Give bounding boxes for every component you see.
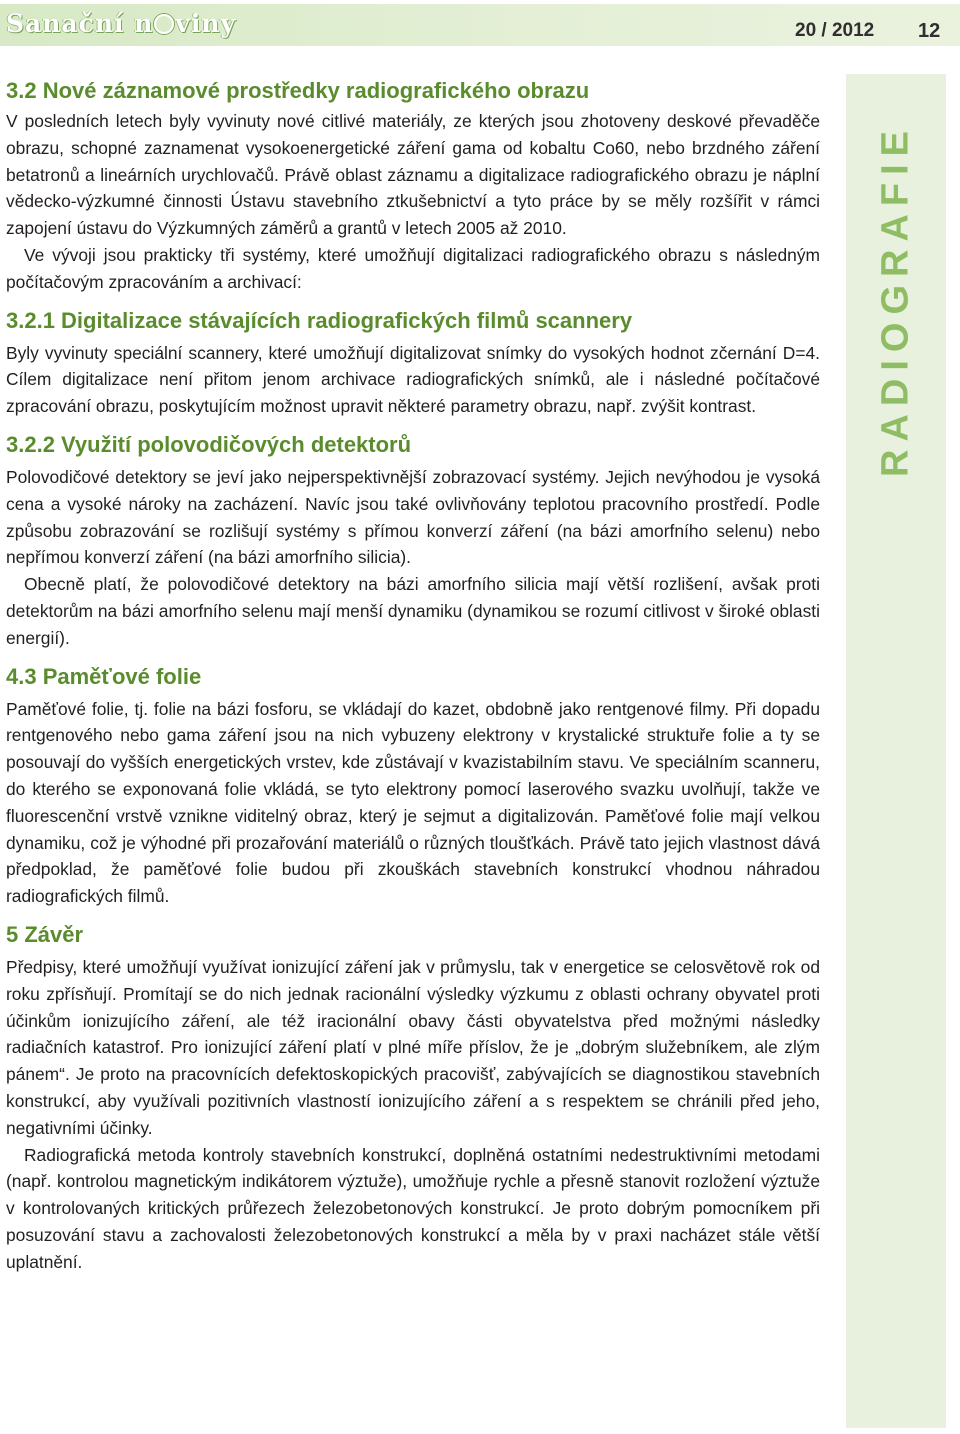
paragraph: Byly vyvinuty speciální scannery, které umožňují digitalizovat snímky do vysokých hodnot zčernání D=4. Cílem digitalizace není přitom jenom archivace radiografických snímků, ale i následné počítačové zpracování obrazu, poskytujícím možnost upravit některé parametry obrazu, např. zvýšit kontrast.: [6, 342, 820, 417]
paragraph: Paměťové folie, tj. folie na bázi fosforu, se vkládají do kazet, obdobně jako rentgenové filmy. Při dopadu rentgenového nebo gama záření jsou na nich vybuzeny elektrony v krystalické struktuře folie a ty se posouvají do vyšších energetických vrstev, kde zůstávají v kvazistabilním stavu. Ve speciálním scanneru, do kterého se exponovaná folie vkládá, se tyto elektrony pomocí laserového svazku uvolňují, takže ve fluorescenční vrstvě vznikne viditelný obraz, který je sejmut a digitalizován. Paměťové folie mají velkou dynamiku, což je výhodné při prozařování materiálů o různých tloušťkách. Právě tato jejich vlastnost dává předpoklad, že paměťové folie budou při zkouškách stavebních konstrukcí vhodnou náhradou radiografických filmů.: [6, 698, 820, 907]
newspaper-logo: [6, 9, 236, 38]
paragraph: Předpisy, které umožňují využívat ionizující záření jak v průmyslu, tak v energetice se celosvětově rok od roku zpřísňují. Promítají se do nich jednak racionální výsledky výzkumu z oblasti ochrany obyvatel proti účinkům ionizujícího záření, ale též iracionální obavy části obyvatelstva před možnými následky radiačních katastrof. Pro ionizující záření platí v plné míře příslov, že je „dobrým služebníkem, ale zlým pánem“. Je proto na pracovnících defektoskopických pracovišť, zabývajících se diagnostikou stavebních konstrukcí, aby využívali pozitivních vlastností ionizujícího záření a s respektem se chránili před jeho, negativními účinky.: [6, 956, 820, 1138]
heading-3-2: 3.2 Nové záznamové prostředky radiografického obrazu: [6, 78, 590, 103]
heading-3-2-2: 3.2.2 Využití polovodičových detektorů: [6, 431, 412, 457]
page-number: 12: [918, 20, 941, 42]
heading-4-3: 4.3 Paměťové folie: [6, 663, 202, 689]
paragraph: Obecně platí, že polovodičové detektory na bázi amorfního silicia mají větší rozlišení, avšak proti detektorům na bázi amorfního selenu mají menší dynamiku (dynamikou se rozumí citlivost v široké oblasti energií).: [6, 574, 820, 648]
paragraph: Polovodičové detektory se jeví jako nejperspektivnější zobrazovací systémy. Jejich nevýhodou je vysoká cena a vysoké nároky na zacházení. Navíc jsou také ovlivňovány teplotou pracovního prostředí. Podle způsobu zobrazování se rozlišují systémy s přímou konverzí záření (na bázi amorfního selenu) nebo nepřímou konverzí záření (na bázi amorfního silicia).: [6, 466, 820, 568]
paragraph: Radiografická metoda kontroly stavebních konstrukcí, doplněná ostatními nedestruktivními metodami (např. kontrolou magnetickým indikátorem výztuže), umožňuje rychle a přesně stanovit rozložení výztuže v kontrolovaných kritických průřezech železobetonových konstrukcí. Je proto dobrým pomocníkem při posuzování stavu a zachovalosti železobetonových konstrukcí a měla by v praxi nacházet stále větší uplatnění.: [6, 1144, 820, 1272]
paragraph: Ve vývoji jsou prakticky tři systémy, které umožňují digitalizaci radiografického obrazu s následným počítačovým zpracováním a archivací:: [6, 244, 820, 292]
paragraph: V posledních letech byly vyvinuty nové citlivé materiály, ze kterých jsou zhotoveny deskové převaděče obrazu, schopné zaznamenat vysokoenergetické záření gama od kobaltu Co60, nebo brzdného záření betatronů a lineárních urychlovačů. Právě oblast záznamu a digitalizace radiografického obrazu je náplní vědecko-výzkumné činnosti Ústavu stavebního ztkušebnictví a tyto práce by se měly rozšířit v rámci zapojení ústavu do Výzkumných záměrů a grantů v letech 2005 až 2010.: [6, 111, 820, 239]
heading-5: 5 Závěr: [6, 921, 84, 947]
logo-text-start: Sanační n: [6, 9, 154, 38]
masthead: [0, 4, 960, 46]
logo-o-icon: [154, 14, 174, 34]
section-sidebar-label: RADIOGRAFIE: [874, 123, 917, 477]
heading-3-2-1: 3.2.1 Digitalizace stávajících radiografických filmů scannery: [6, 307, 633, 333]
article-body: [6, 76, 820, 1275]
logo-text-end: viny: [175, 9, 237, 38]
issue-number: 20 / 2012: [795, 20, 875, 41]
